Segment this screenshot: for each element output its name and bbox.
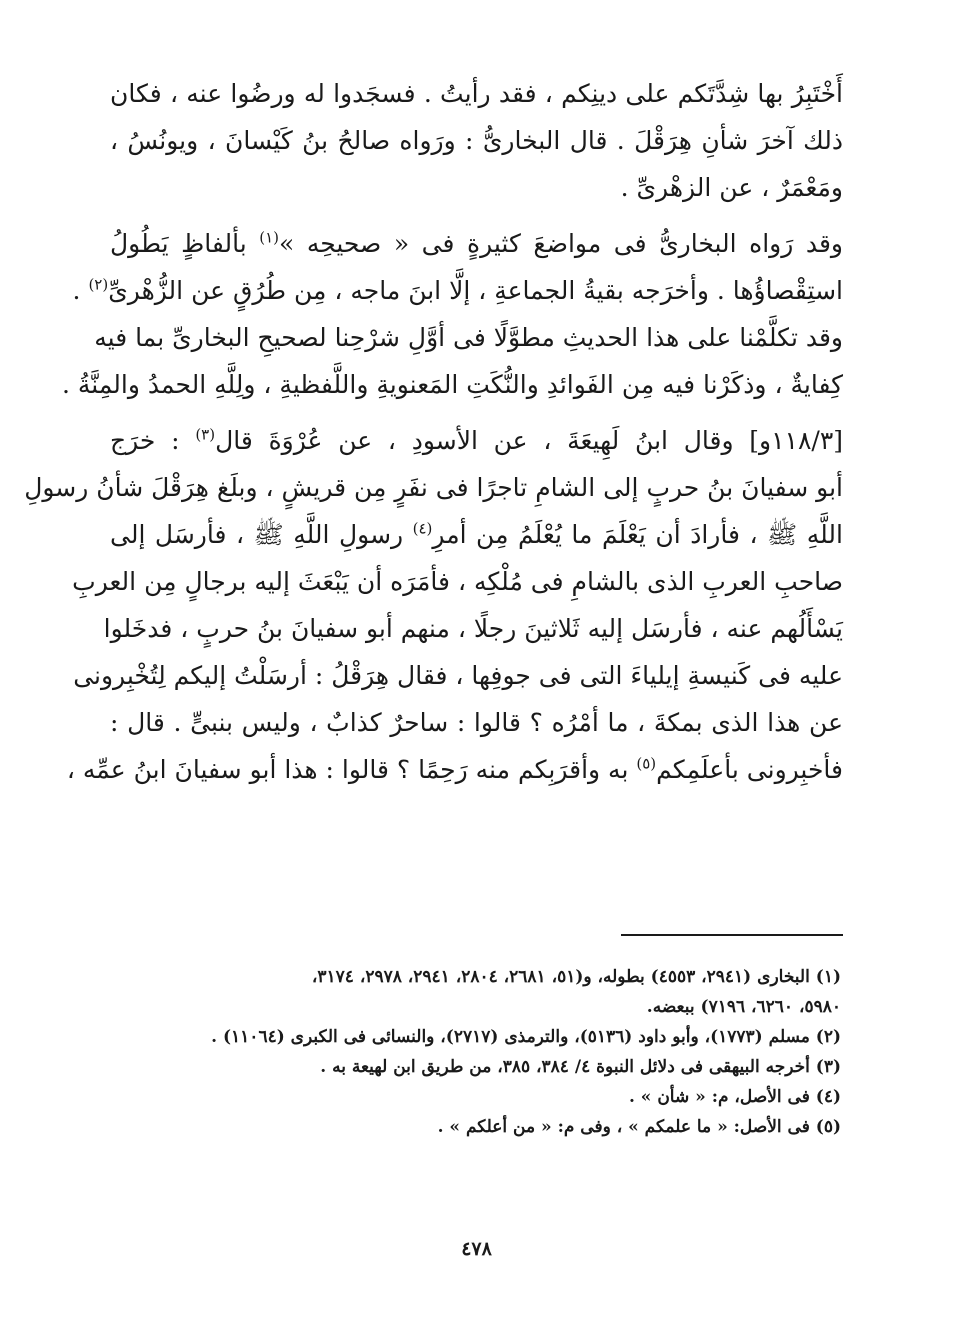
main-text — [24, 70, 844, 793]
text-line: ذلك آخرَ شأنِ هِرَقْلَ . قال البخارىُّ : ورَواه صالحُ بنُ كَيْسانَ ، ويونُسُ ، — [110, 126, 843, 155]
paragraph — [62, 220, 844, 408]
text-line: فأخبِرونى بأعلَمِكم$^{(٥)}$ به وأقرَبِكم منه رَحِمًا ؟ قالوا : هذا أبو سفيانَ ابنُ عمِّه ، — [66, 754, 843, 784]
text-line: صاحبِ العربِ الذى بالشامِ فى مُلْكِه ، فأمَرَه أن يَبْعَثَ إليه برجالٍ مِن العربِ — [72, 567, 843, 596]
paragraph — [110, 70, 843, 211]
footnote-marker[interactable]: (١) — [259, 228, 279, 247]
paragraph — [24, 417, 844, 793]
footnote-line: (٣) أخرجه البيهقى فى دلائل النبوة ٤/ ٣٨٤، ٣٨٥، من طريق ابن لهيعة به . — [320, 1057, 841, 1077]
text-line: اللَّهِ ﷺ ، فأرادَ أن يَعْلَمَ ما يُعْلَمُ مِن أمرِ$^{(٤)}$ رسولِ اللَّهِ ﷺ ، فأرسَل إلى — [110, 519, 843, 549]
footnote-marker[interactable]: (٣) — [195, 425, 216, 444]
footnote-marker[interactable]: (٥) — [636, 754, 657, 773]
text-line: وقد رَواه البخارىُّ فى مواضعَ كثيرةٍ فى « صحيحِه »$^{(١)}$ بألفاظٍ يَطُولُ — [110, 228, 844, 258]
text-line: كِفايةٌ ، وذكَرْنا فيه مِن الفَوائدِ والنُّكَتِ المَعنويةِ واللَّفظيةِ ، ولِلَّهِ الحمدُ والمِنَّةُ . — [62, 370, 843, 399]
footnote-line: (٥) فى الأصل: « ما علمكم » ، وفى م: « من أعلكم » . — [437, 1117, 841, 1137]
footnote-line: ٥٩٨٠، ٦٢٦٠، ٧١٩٦) ببعضه. — [646, 997, 841, 1017]
footnote-marker[interactable]: (٢) — [88, 275, 109, 294]
text-line: استِقْصاؤُها . وأخرَجه بقيةُ الجماعةِ ، إلَّا ابنَ ماجه ، مِن طُرُقٍ عن الزُّهْرىِّ$^{(٢)}$ . — [72, 275, 843, 305]
text-line: عليه فى كَنيسةِ إيلياءَ التى فى جوفِها ، فقال هِرَقْلُ : أرسَلْتُ إليكم لِتُخْبِرونى — [73, 661, 843, 690]
footnote-marker[interactable]: (٤) — [412, 519, 433, 538]
text-line: يَسْأَلُهم عنه ، فأرسَل إليه ثَلاثينَ رجلًا ، منهم أبو سفيانَ بنُ حربٍ ، فدخَلوا — [103, 614, 843, 643]
paragraph-gap — [110, 211, 843, 220]
footnote-line: (٢) مسلم (١٧٧٣)، وأبو داود (٥١٣٦)، والترمذى (٢٧١٧)، والنسائى فى الكبرى (١١٠٦٤) . — [211, 1027, 841, 1047]
footnote-separator — [621, 934, 843, 936]
paragraph-gap — [110, 408, 843, 417]
text-line: عن هذا الذى بمكةَ ، ما أمْرُه ؟ قالوا : ساحرٌ كذابٌ ، وليس بنبىٍّ . قال : — [110, 708, 843, 737]
text-line: أَخْتَبِرُ بها شِدَّتَكم على دينِكم ، فقد رأيتُ . فسجَدوا له ورضُوا عنه ، فكان — [110, 79, 843, 108]
text-line: ومَعْمَرٌ ، عن الزهْرىِّ . — [620, 173, 843, 202]
footnote-line: (٤) فى الأصل، م: « شأن » . — [628, 1087, 841, 1107]
page-number: ٤٧٨ — [461, 1238, 492, 1260]
footnote-line: (١) البخارى (٢٩٤١، ٤٥٥٣) بطوله، و(٥١، ٢٦٨١، ٢٨٠٤، ٢٩٤١، ٢٩٧٨، ٣١٧٤، — [311, 967, 841, 987]
text-line: أبو سفيانَ بنُ حربٍ إلى الشامِ تاجرًا فى نفَرٍ مِن قريشٍ ، وبلَغ هِرَقْلَ شأنُ رسولِ — [24, 473, 843, 502]
text-line: وقد تكلَّمْنا على هذا الحديثِ مطوَّلًا فى أوَّلِ شرْحِنا لصحيحِ البخارىِّ بما فيه — [94, 323, 843, 352]
text-line: [١١٨/٣و] وقال ابنُ لَهِيعَةَ ، عن الأسودِ ، عن عُرْوَةَ قال$^{(٣)}$ : خرَج — [110, 425, 844, 455]
footnotes — [110, 962, 841, 1142]
